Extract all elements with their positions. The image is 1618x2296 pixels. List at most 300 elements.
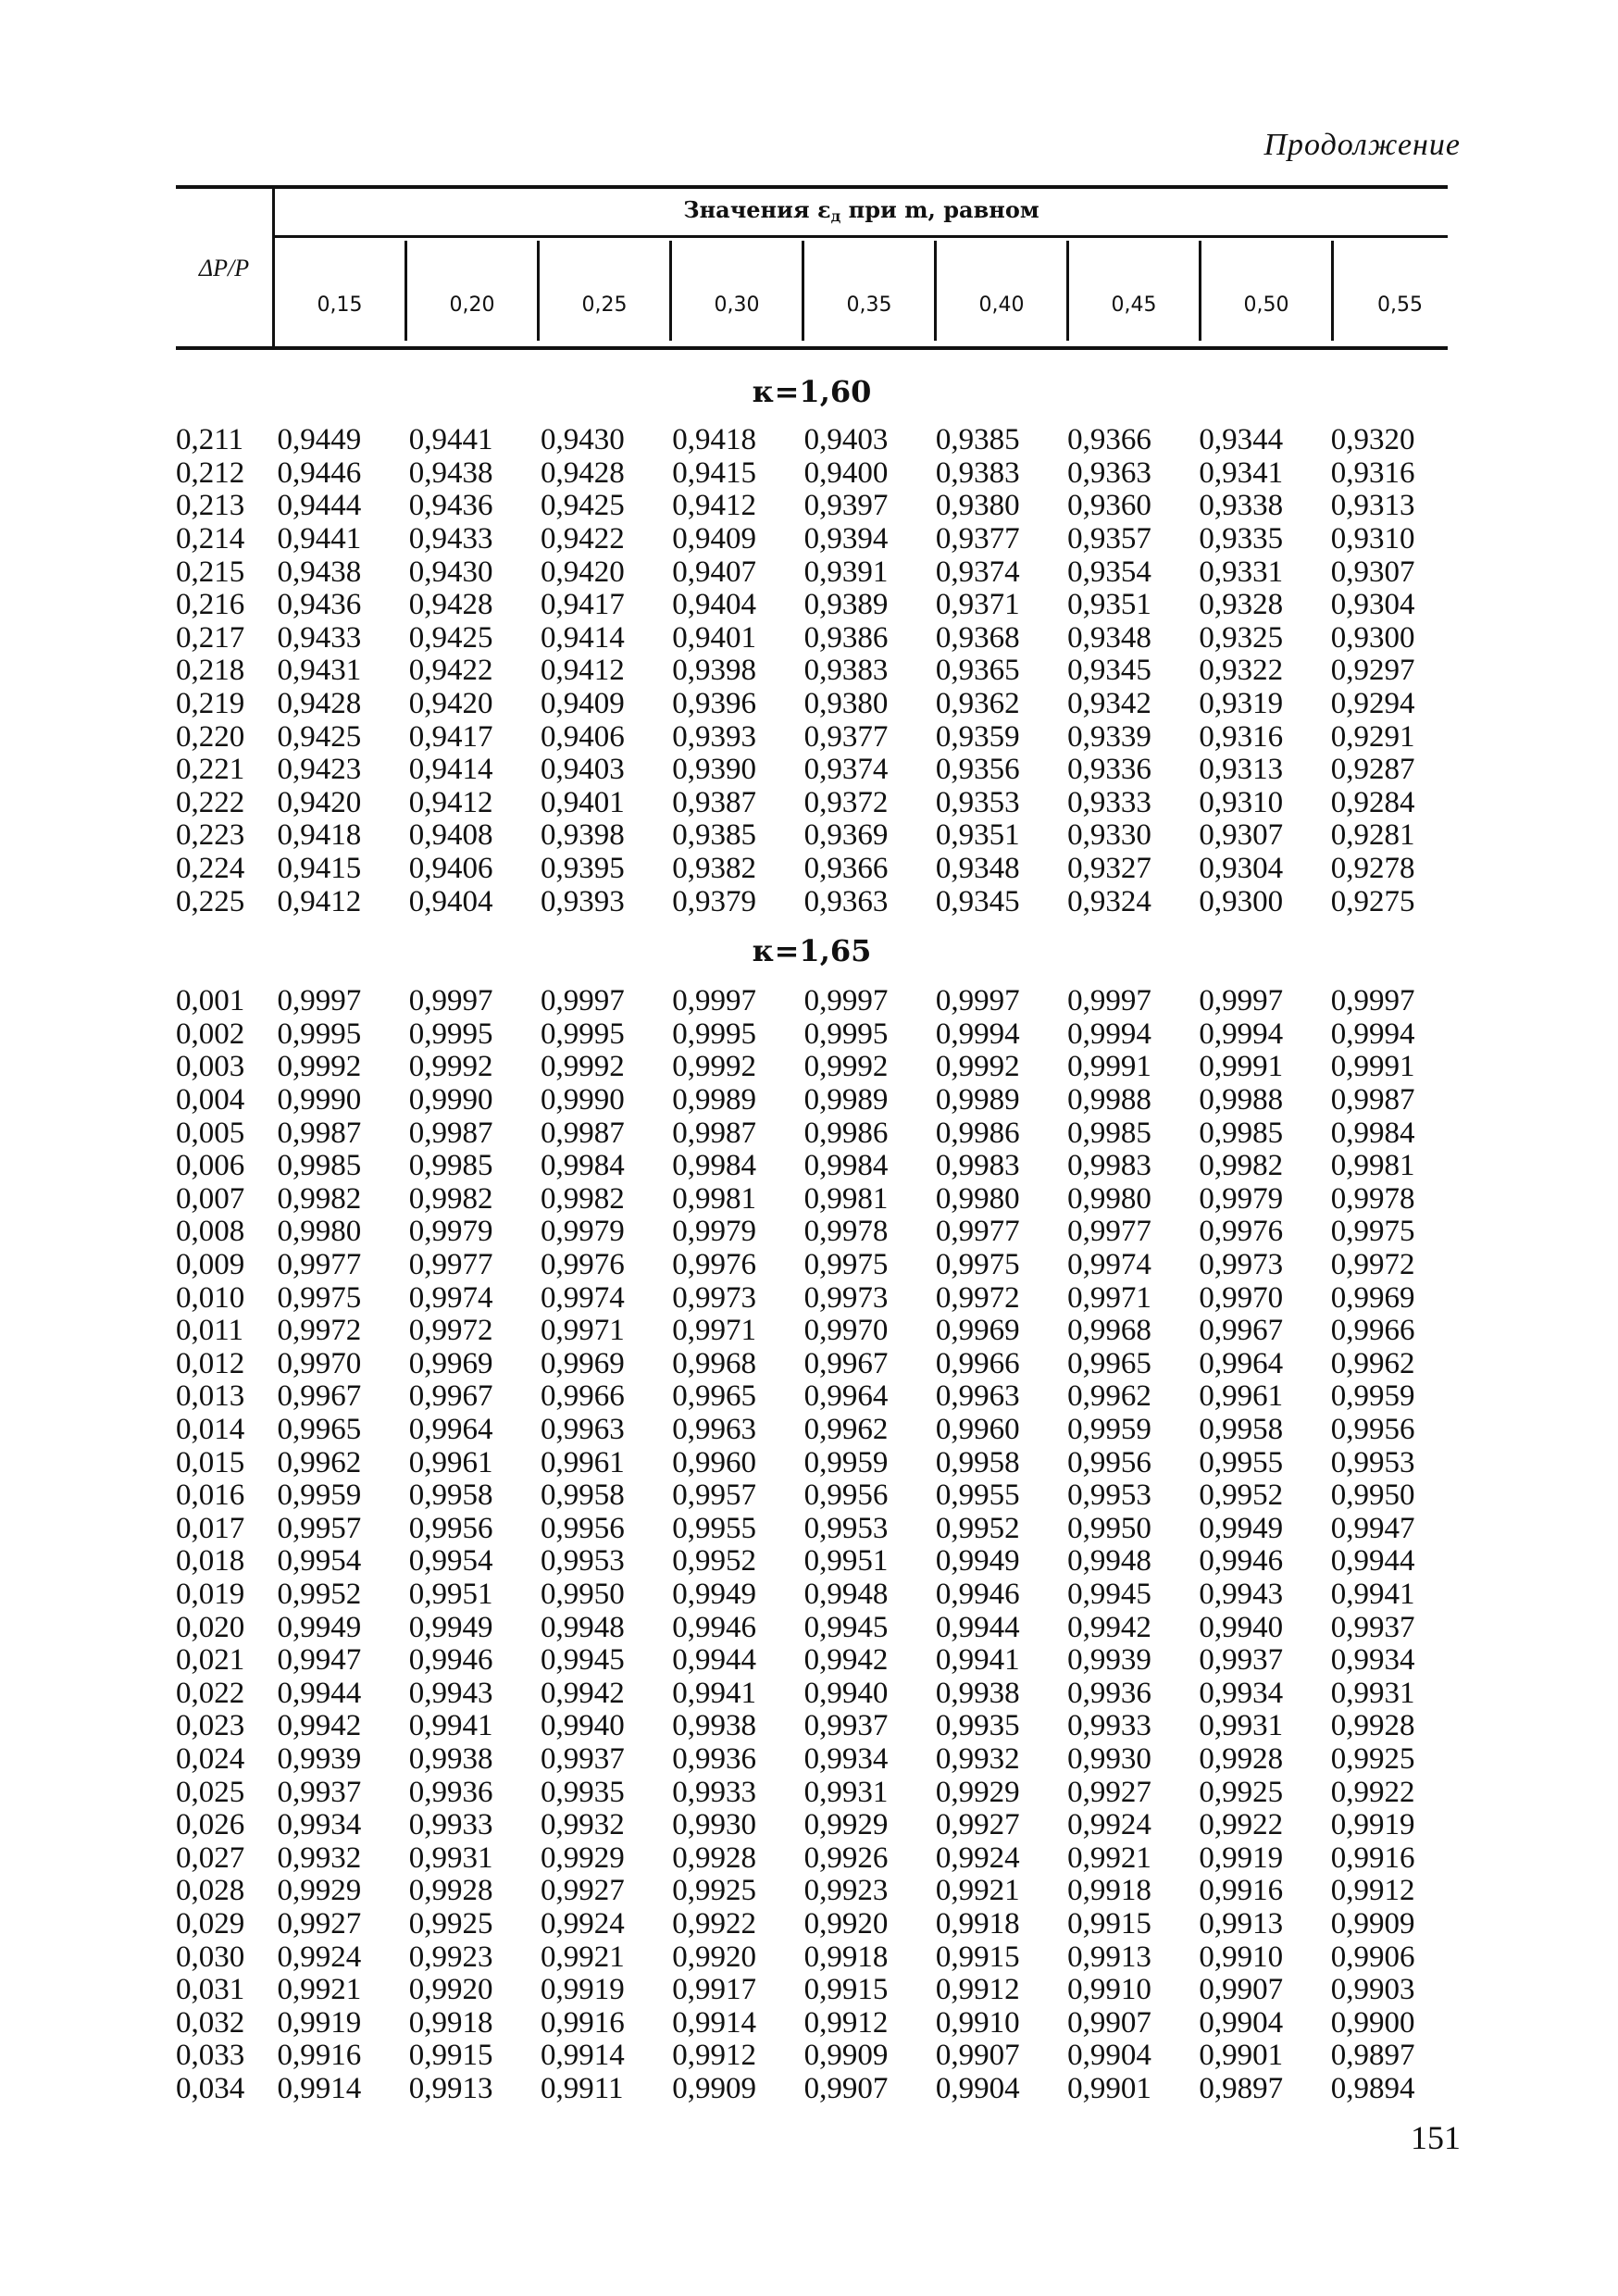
table-cell: 0,9982 <box>277 1181 362 1216</box>
row-dp-value: 0,012 <box>176 1346 245 1380</box>
table-cell: 0,9980 <box>277 1215 362 1249</box>
table-cell: 0,9968 <box>1067 1314 1151 1348</box>
table-cell: 0,9936 <box>672 1741 757 1776</box>
table-cell: 0,9430 <box>541 423 625 457</box>
table-cell: 0,9316 <box>1199 719 1284 754</box>
table-cell: 0,9931 <box>1330 1676 1415 1710</box>
table-cell: 0,9975 <box>803 1248 889 1282</box>
table-cell: 0,9307 <box>1330 555 1415 589</box>
table-cell: 0,9975 <box>277 1280 362 1315</box>
table-cell: 0,9940 <box>541 1709 625 1743</box>
table-cell: 0,9921 <box>935 1874 1020 1908</box>
table-cell: 0,9438 <box>408 455 493 490</box>
table-row <box>176 1940 1462 1974</box>
table-cell: 0,9922 <box>1199 1808 1284 1842</box>
table-cell: 0,9904 <box>1067 2039 1151 2073</box>
table-cell: 0,9972 <box>277 1314 362 1348</box>
table-cell: 0,9924 <box>277 1940 362 1974</box>
table-cell: 0,9423 <box>277 753 362 787</box>
table-cell: 0,9987 <box>672 1116 757 1150</box>
table-row <box>176 1315 1462 1348</box>
table-header-bottom-rule <box>176 346 1448 350</box>
table-cell: 0,9956 <box>1067 1445 1151 1479</box>
table-cell: 0,9925 <box>1199 1775 1284 1809</box>
table-row <box>176 1150 1462 1183</box>
table-cell: 0,9297 <box>1330 654 1415 688</box>
table-cell: 0,9325 <box>1199 620 1284 655</box>
table-cell: 0,9366 <box>803 852 889 886</box>
table-cell: 0,9913 <box>1199 1906 1284 1940</box>
table-cell: 0,9428 <box>277 687 362 721</box>
group-title-main: Значения ε <box>683 196 831 223</box>
table-cell: 0,9912 <box>935 1973 1020 2007</box>
table-cell: 0,9959 <box>803 1445 889 1479</box>
table-row <box>176 885 1462 918</box>
table-cell: 0,9967 <box>408 1379 493 1414</box>
table-cell: 0,9418 <box>672 423 757 457</box>
table-cell: 0,9949 <box>935 1544 1020 1578</box>
table-cell: 0,9353 <box>935 785 1020 819</box>
table-row <box>176 1743 1462 1777</box>
table-cell: 0,9969 <box>408 1346 493 1380</box>
table-cell: 0,9398 <box>672 654 757 688</box>
table-cell: 0,9338 <box>1199 489 1284 523</box>
table-cell: 0,9939 <box>277 1741 362 1776</box>
table-cell: 0,9944 <box>672 1643 757 1678</box>
row-dp-value: 0,010 <box>176 1280 245 1315</box>
table-cell: 0,9977 <box>408 1248 493 1282</box>
m-header: 0,15 <box>275 241 407 341</box>
table-cell: 0,9992 <box>277 1050 362 1084</box>
table-cell: 0,9433 <box>408 522 493 556</box>
table-cell: 0,9928 <box>1199 1741 1284 1776</box>
table-cell: 0,9401 <box>672 620 757 655</box>
table-cell: 0,9336 <box>1067 753 1151 787</box>
table-cell: 0,9910 <box>935 2005 1020 2040</box>
table-cell: 0,9403 <box>541 753 625 787</box>
row-dp-value: 0,214 <box>176 522 245 556</box>
table-cell: 0,9425 <box>408 620 493 655</box>
table-cell: 0,9366 <box>1067 423 1151 457</box>
table-cell: 0,9976 <box>541 1248 625 1282</box>
table-cell: 0,9436 <box>408 489 493 523</box>
table-cell: 0,9987 <box>408 1116 493 1150</box>
table-cell: 0,9974 <box>1067 1248 1151 1282</box>
table-cell: 0,9929 <box>935 1775 1020 1809</box>
table-cell: 0,9995 <box>408 1017 493 1051</box>
table-cell: 0,9935 <box>935 1709 1020 1743</box>
table-cell: 0,9997 <box>277 984 362 1018</box>
table-cell: 0,9959 <box>277 1479 362 1513</box>
table-cell: 0,9976 <box>1199 1215 1284 1249</box>
table-cell: 0,9422 <box>541 522 625 556</box>
table-cell: 0,9977 <box>277 1248 362 1282</box>
table-cell: 0,9921 <box>1067 1841 1151 1875</box>
row-dp-value: 0,020 <box>176 1610 245 1644</box>
table-row <box>176 1348 1462 1381</box>
table-cell: 0,9933 <box>408 1808 493 1842</box>
table-cell: 0,9990 <box>277 1083 362 1117</box>
table-cell: 0,9916 <box>277 2039 362 2073</box>
table-cell: 0,9900 <box>1330 2005 1415 2040</box>
table-cell: 0,9969 <box>1330 1280 1415 1315</box>
section-label-kappa-1-60: κ=1,60 <box>752 374 872 409</box>
table-row <box>176 1380 1462 1414</box>
table-row <box>176 754 1462 787</box>
table-cell: 0,9918 <box>1067 1874 1151 1908</box>
table-row <box>176 523 1462 556</box>
table-row <box>176 1479 1462 1513</box>
table-cell: 0,9408 <box>408 818 493 853</box>
table-cell: 0,9403 <box>803 423 889 457</box>
table-cell: 0,9963 <box>935 1379 1020 1414</box>
table-cell: 0,9929 <box>541 1841 625 1875</box>
table-cell: 0,9949 <box>408 1610 493 1644</box>
m-header: 0,20 <box>407 241 540 341</box>
table-cell: 0,9940 <box>1199 1610 1284 1644</box>
table-cell: 0,9983 <box>935 1149 1020 1183</box>
row-dp-value: 0,220 <box>176 719 245 754</box>
table-cell: 0,9398 <box>541 818 625 853</box>
table-cell: 0,9991 <box>1067 1050 1151 1084</box>
table-cell: 0,9377 <box>935 522 1020 556</box>
table-cell: 0,9936 <box>1067 1676 1151 1710</box>
table-cell: 0,9947 <box>1330 1511 1415 1545</box>
table-cell: 0,9967 <box>803 1346 889 1380</box>
m-header: 0,45 <box>1069 241 1201 341</box>
m-header: 0,50 <box>1201 241 1334 341</box>
table-cell: 0,9948 <box>541 1610 625 1644</box>
table-cell: 0,9912 <box>803 2005 889 2040</box>
table-cell: 0,9943 <box>408 1676 493 1710</box>
table-cell: 0,9385 <box>935 423 1020 457</box>
table-cell: 0,9929 <box>277 1874 362 1908</box>
table-cell: 0,9941 <box>935 1643 1020 1678</box>
table-cell: 0,9425 <box>277 719 362 754</box>
table-row <box>176 819 1462 853</box>
table-cell: 0,9942 <box>1067 1610 1151 1644</box>
table-cell: 0,9955 <box>1199 1445 1284 1479</box>
table-cell: 0,9923 <box>408 1940 493 1974</box>
table-cell: 0,9386 <box>803 620 889 655</box>
table-cell: 0,9425 <box>541 489 625 523</box>
table-cell: 0,9441 <box>277 522 362 556</box>
table-cell: 0,9380 <box>803 687 889 721</box>
table-cell: 0,9973 <box>1199 1248 1284 1282</box>
table-cell: 0,9319 <box>1199 687 1284 721</box>
table-cell: 0,9420 <box>541 555 625 589</box>
table-cell: 0,9984 <box>541 1149 625 1183</box>
table-cell: 0,9374 <box>803 753 889 787</box>
table-cell: 0,9972 <box>935 1280 1020 1315</box>
table-cell: 0,9956 <box>803 1479 889 1513</box>
table-cell: 0,9925 <box>672 1874 757 1908</box>
group-title-rule <box>275 235 1448 238</box>
table-cell: 0,9997 <box>935 984 1020 1018</box>
table-cell: 0,9963 <box>672 1413 757 1447</box>
row-dp-value: 0,024 <box>176 1741 245 1776</box>
table-cell: 0,9357 <box>1067 522 1151 556</box>
table-cell: 0,9968 <box>672 1346 757 1380</box>
table-cell: 0,9964 <box>803 1379 889 1414</box>
table-cell: 0,9989 <box>672 1083 757 1117</box>
table-cell: 0,9967 <box>277 1379 362 1414</box>
table-row <box>176 720 1462 754</box>
table-cell: 0,9955 <box>935 1479 1020 1513</box>
table-cell: 0,9975 <box>1330 1215 1415 1249</box>
table-cell: 0,9966 <box>1330 1314 1415 1348</box>
table-cell: 0,9949 <box>277 1610 362 1644</box>
row-dp-value: 0,031 <box>176 1973 245 2007</box>
table-cell: 0,9970 <box>277 1346 362 1380</box>
table-cell: 0,9966 <box>541 1379 625 1414</box>
table-cell: 0,9909 <box>803 2039 889 2073</box>
table-cell: 0,9946 <box>408 1643 493 1678</box>
table-cell: 0,9394 <box>803 522 889 556</box>
table-cell: 0,9997 <box>541 984 625 1018</box>
table-cell: 0,9348 <box>1067 620 1151 655</box>
table-cell: 0,9919 <box>1330 1808 1415 1842</box>
table-cell: 0,9300 <box>1199 884 1284 918</box>
table-cell: 0,9988 <box>1199 1083 1284 1117</box>
table-cell: 0,9927 <box>541 1874 625 1908</box>
row-dp-value: 0,216 <box>176 588 245 622</box>
table-cell: 0,9281 <box>1330 818 1415 853</box>
table-cell: 0,9380 <box>935 489 1020 523</box>
table-cell: 0,9351 <box>1067 588 1151 622</box>
row-dp-value: 0,225 <box>176 884 245 918</box>
table-cell: 0,9365 <box>935 654 1020 688</box>
table-cell: 0,9942 <box>541 1676 625 1710</box>
table-cell: 0,9975 <box>935 1248 1020 1282</box>
table-cell: 0,9934 <box>803 1741 889 1776</box>
table-cell: 0,9894 <box>1330 2071 1415 2105</box>
table-cell: 0,9363 <box>1067 455 1151 490</box>
table-cell: 0,9952 <box>1199 1479 1284 1513</box>
table-cell: 0,9915 <box>408 2039 493 2073</box>
table-cell: 0,9304 <box>1199 852 1284 886</box>
table-cell: 0,9284 <box>1330 785 1415 819</box>
table-cell: 0,9972 <box>408 1314 493 1348</box>
table-cell: 0,9979 <box>541 1215 625 1249</box>
table-cell: 0,9420 <box>277 785 362 819</box>
table-cell: 0,9937 <box>803 1709 889 1743</box>
table-cell: 0,9383 <box>935 455 1020 490</box>
table-cell: 0,9991 <box>1330 1050 1415 1084</box>
table-cell: 0,9915 <box>1067 1906 1151 1940</box>
row-dp-value: 0,021 <box>176 1643 245 1678</box>
table-cell: 0,9901 <box>1199 2039 1284 2073</box>
table-cell: 0,9324 <box>1067 884 1151 918</box>
table-cell: 0,9310 <box>1330 522 1415 556</box>
table-cell: 0,9994 <box>935 1017 1020 1051</box>
table-cell: 0,9922 <box>1330 1775 1415 1809</box>
table-cell: 0,9914 <box>277 2071 362 2105</box>
group-title-rest: при m, равном <box>840 196 1039 223</box>
table-cell: 0,9969 <box>541 1346 625 1380</box>
table-cell: 0,9927 <box>1067 1775 1151 1809</box>
table-cell: 0,9966 <box>935 1346 1020 1380</box>
table-cell: 0,9362 <box>935 687 1020 721</box>
table-row <box>176 1051 1462 1084</box>
table-cell: 0,9412 <box>541 654 625 688</box>
table-cell: 0,9952 <box>277 1577 362 1611</box>
table-cell: 0,9911 <box>541 2071 624 2105</box>
table-cell: 0,9449 <box>277 423 362 457</box>
m-header: 0,30 <box>672 241 804 341</box>
table-cell: 0,9992 <box>672 1050 757 1084</box>
table-cell: 0,9339 <box>1067 719 1151 754</box>
table-cell: 0,9963 <box>541 1413 625 1447</box>
table-cell: 0,9919 <box>541 1973 625 2007</box>
table-cell: 0,9335 <box>1199 522 1284 556</box>
row-dp-value: 0,006 <box>176 1149 245 1183</box>
table-cell: 0,9984 <box>1330 1116 1415 1150</box>
table-cell: 0,9955 <box>672 1511 757 1545</box>
table-cell: 0,9950 <box>1330 1479 1415 1513</box>
table-cell: 0,9956 <box>1330 1413 1415 1447</box>
table-cell: 0,9931 <box>1199 1709 1284 1743</box>
table-cell: 0,9987 <box>277 1116 362 1150</box>
table-cell: 0,9956 <box>408 1511 493 1545</box>
m-header: 0,55 <box>1377 293 1423 317</box>
table-cell: 0,9987 <box>541 1116 625 1150</box>
table-cell: 0,9393 <box>672 719 757 754</box>
table-cell: 0,9985 <box>277 1149 362 1183</box>
table-cell: 0,9937 <box>541 1741 625 1776</box>
table-cell: 0,9377 <box>803 719 889 754</box>
table-cell: 0,9433 <box>277 620 362 655</box>
table-row <box>176 1677 1462 1710</box>
table-cell: 0,9393 <box>541 884 625 918</box>
table-cell: 0,9921 <box>277 1973 362 2007</box>
table-row <box>176 589 1462 622</box>
table-cell: 0,9919 <box>1199 1841 1284 1875</box>
row-dp-value: 0,019 <box>176 1577 245 1611</box>
table-cell: 0,9994 <box>1330 1017 1415 1051</box>
table-cell: 0,9927 <box>277 1906 362 1940</box>
table-cell: 0,9960 <box>672 1445 757 1479</box>
row-dp-value: 0,003 <box>176 1050 245 1084</box>
table-cell: 0,9412 <box>672 489 757 523</box>
table-cell: 0,9997 <box>1330 984 1415 1018</box>
row-dp-value: 0,011 <box>176 1314 244 1348</box>
table-cell: 0,9901 <box>1067 2071 1151 2105</box>
table-cell: 0,9931 <box>408 1841 493 1875</box>
table-cell: 0,9934 <box>1330 1643 1415 1678</box>
row-dp-value: 0,212 <box>176 455 245 490</box>
table-cell: 0,9990 <box>408 1083 493 1117</box>
table-cell: 0,9946 <box>1199 1544 1284 1578</box>
table-cell: 0,9409 <box>541 687 625 721</box>
table-cell: 0,9932 <box>541 1808 625 1842</box>
table-cell: 0,9927 <box>935 1808 1020 1842</box>
table-row <box>176 1875 1462 1908</box>
row-label-header: ΔP/P <box>176 189 275 348</box>
table-cell: 0,9915 <box>935 1940 1020 1974</box>
table-cell: 0,9992 <box>935 1050 1020 1084</box>
row-dp-value: 0,016 <box>176 1479 245 1513</box>
table-cell: 0,9907 <box>935 2039 1020 2073</box>
table-cell: 0,9997 <box>803 984 889 1018</box>
table-cell: 0,9964 <box>408 1413 493 1447</box>
table-cell: 0,9958 <box>935 1445 1020 1479</box>
table-row <box>176 787 1462 820</box>
table-cell: 0,9444 <box>277 489 362 523</box>
table-cell: 0,9994 <box>1067 1017 1151 1051</box>
row-dp-value: 0,004 <box>176 1083 245 1117</box>
m-value-headers <box>275 241 1466 341</box>
table-cell: 0,9907 <box>1199 1973 1284 2007</box>
table-cell: 0,9327 <box>1067 852 1151 886</box>
table-cell: 0,9407 <box>672 555 757 589</box>
table-cell: 0,9969 <box>935 1314 1020 1348</box>
table-cell: 0,9985 <box>1199 1116 1284 1150</box>
table-cell: 0,9918 <box>935 1906 1020 1940</box>
table-cell: 0,9414 <box>408 753 493 787</box>
table-cell: 0,9385 <box>672 818 757 853</box>
row-dp-value: 0,028 <box>176 1874 245 1908</box>
table-cell: 0,9351 <box>935 818 1020 853</box>
table-cell: 0,9446 <box>277 455 362 490</box>
row-dp-value: 0,223 <box>176 818 245 853</box>
table-cell: 0,9929 <box>803 1808 889 1842</box>
table-cell: 0,9932 <box>935 1741 1020 1776</box>
row-dp-value: 0,009 <box>176 1248 245 1282</box>
table-cell: 0,9959 <box>1330 1379 1415 1414</box>
table-cell: 0,9897 <box>1330 2039 1415 2073</box>
table-cell: 0,9943 <box>1199 1577 1284 1611</box>
table-cell: 0,9935 <box>541 1775 625 1809</box>
table-row <box>176 1446 1462 1479</box>
table-cell: 0,9953 <box>1330 1445 1415 1479</box>
table-cell: 0,9924 <box>935 1841 1020 1875</box>
table-cell: 0,9915 <box>803 1973 889 2007</box>
table-row <box>176 1611 1462 1644</box>
table-cell: 0,9974 <box>541 1280 625 1315</box>
row-dp-value: 0,022 <box>176 1676 245 1710</box>
table-cell: 0,9952 <box>672 1544 757 1578</box>
table-cell: 0,9934 <box>1199 1676 1284 1710</box>
table-cell: 0,9903 <box>1330 1973 1415 2007</box>
row-dp-value: 0,007 <box>176 1181 245 1216</box>
table-cell: 0,9441 <box>408 423 493 457</box>
table-cell: 0,9371 <box>935 588 1020 622</box>
table-cell: 0,9962 <box>803 1413 889 1447</box>
table-cell: 0,9897 <box>1199 2071 1284 2105</box>
table-cell: 0,9938 <box>408 1741 493 1776</box>
table-row <box>176 1513 1462 1546</box>
table-cell: 0,9910 <box>1067 1973 1151 2007</box>
table-cell: 0,9960 <box>935 1413 1020 1447</box>
section-rows-kappa-1-65 <box>176 985 1462 2105</box>
row-dp-value: 0,219 <box>176 687 245 721</box>
table-cell: 0,9976 <box>672 1248 757 1282</box>
table-cell: 0,9916 <box>541 2005 625 2040</box>
table-cell: 0,9909 <box>1330 1906 1415 1940</box>
row-dp-value: 0,005 <box>176 1116 245 1150</box>
table-cell: 0,9322 <box>1199 654 1284 688</box>
table-cell: 0,9344 <box>1199 423 1284 457</box>
table-cell: 0,9937 <box>1199 1643 1284 1678</box>
table-cell: 0,9982 <box>1199 1149 1284 1183</box>
table-cell: 0,9401 <box>541 785 625 819</box>
table-cell: 0,9313 <box>1199 753 1284 787</box>
table-cell: 0,9383 <box>803 654 889 688</box>
table-row <box>176 1018 1462 1052</box>
table-row <box>176 1908 1462 1941</box>
row-dp-value: 0,218 <box>176 654 245 688</box>
